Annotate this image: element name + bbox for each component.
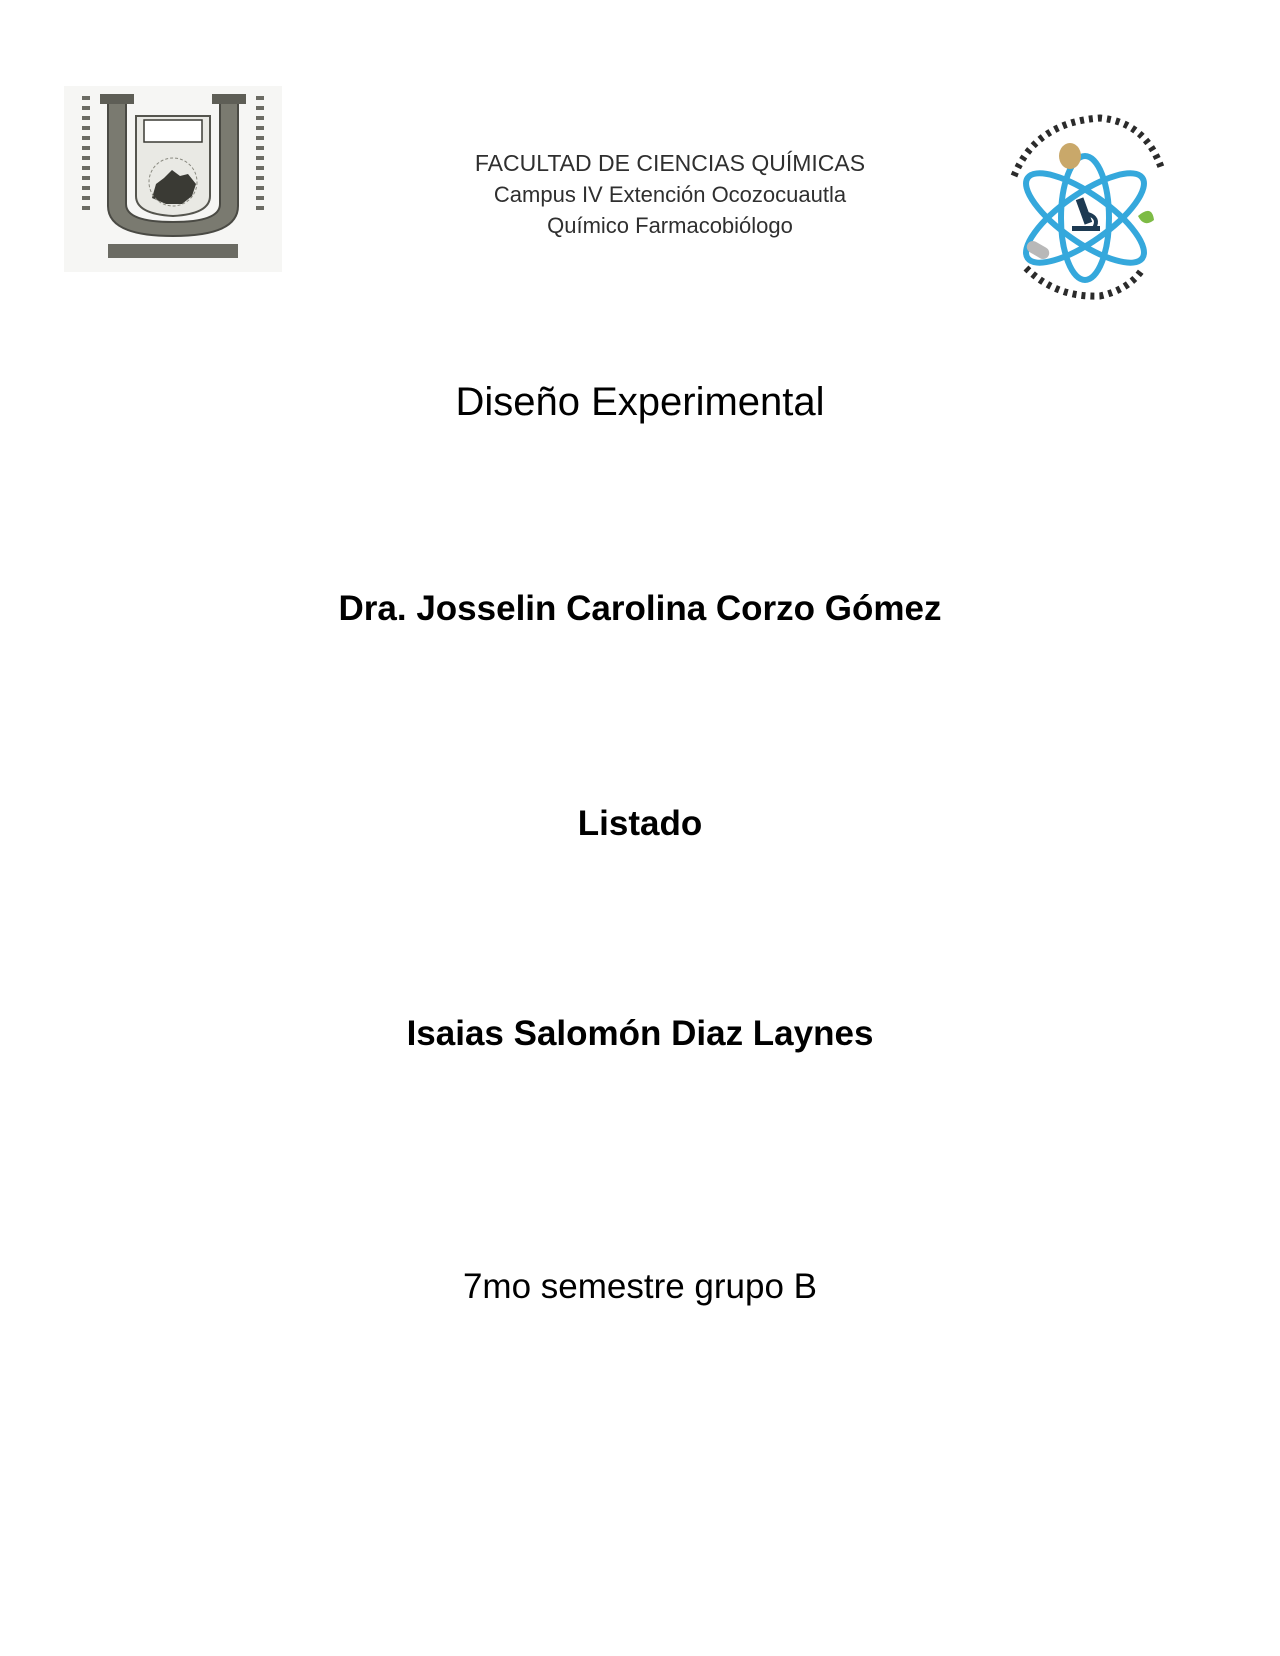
campus-name: Campus IV Extención Ocozocuautla [493,182,847,207]
faculty-header [450,148,890,241]
subject-title: Diseño Experimental [455,380,825,424]
document-title: Listado [577,804,703,843]
semester-group: 7mo semestre grupo B [462,1267,818,1306]
faculty-name: FACULTAD DE CIENCIAS QUÍMICAS [474,150,866,176]
student-name: Isaias Salomón Diaz Laynes [406,1014,874,1053]
program-name: Químico Farmacobiólogo [547,213,793,238]
ciencias-quimicas-logo [996,112,1174,308]
teacher-name: Dra. Josselin Carolina Corzo Gómez [338,589,942,628]
unach-logo [64,86,282,272]
